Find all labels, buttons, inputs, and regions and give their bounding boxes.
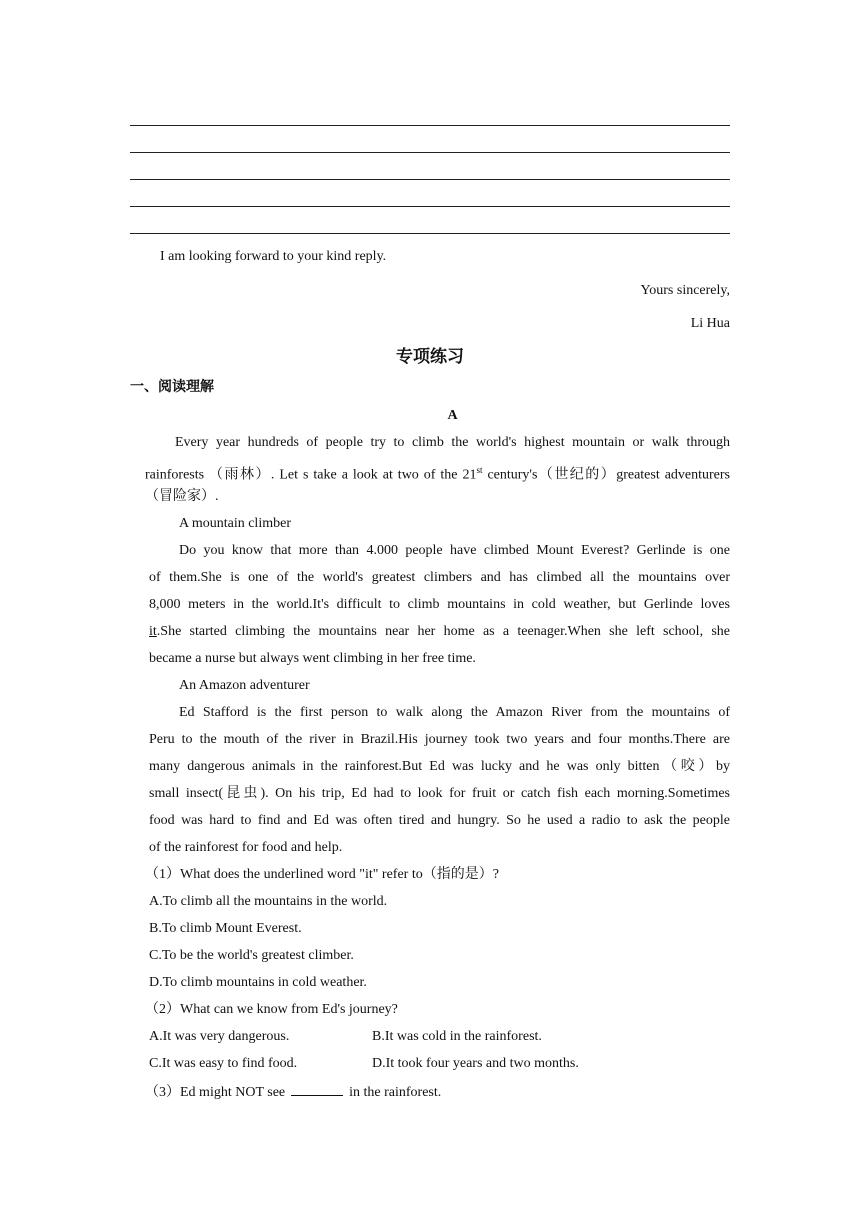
- paragraph-line: food was hard to find and Ed was often tired and hungry. So he used a radio to ask the people: [149, 813, 730, 828]
- question-2-option-a: A.It was very dangerous.: [149, 1029, 290, 1044]
- answer-blank[interactable]: [291, 1081, 343, 1096]
- question-1-option-a: A.To climb all the mountains in the world.: [149, 894, 388, 909]
- letter-closing-line: I am looking forward to your kind reply.: [160, 249, 387, 264]
- question-1-option-d: D.To climb mountains in cold weather.: [149, 975, 367, 990]
- section-title: 专项练习: [396, 347, 464, 366]
- question-1-option-b: B.To climb Mount Everest.: [149, 921, 302, 936]
- part-heading: 一、阅读理解: [130, 380, 214, 395]
- paragraph-line: Do you know that more than 4.000 people have climbed Mount Everest? Gerlinde is one: [179, 543, 730, 558]
- paragraph-line: Peru to the mouth of the river in Brazil.His journey took two years and four months.There are: [149, 732, 730, 747]
- intro-line: （冒险家）.: [145, 489, 219, 504]
- question-3-stem: （3）Ed might NOT see in the rainforest.: [145, 1081, 441, 1103]
- writing-line: [130, 152, 730, 153]
- writing-line: [130, 125, 730, 126]
- passage-letter: A: [447, 408, 458, 423]
- intro-line: rainforests （雨林）. Let s take a look at two of the 21st century's（世纪的）greatest adventurers: [145, 465, 730, 483]
- underlined-word: it: [149, 624, 157, 639]
- paragraph-line: became a nurse but always went climbing in her free time.: [149, 651, 476, 666]
- intro-line: Every year hundreds of people try to climb the world's highest mountain or walk through: [175, 435, 730, 450]
- question-2-stem: （2）What can we know from Ed's journey?: [145, 1002, 398, 1017]
- letter-signature: Li Hua: [690, 316, 730, 331]
- paragraph-line: of the rainforest for food and help.: [149, 840, 343, 855]
- paragraph-line: it.She started climbing the mountains near her home as a teenager.When she left school, she: [149, 624, 730, 639]
- writing-line: [130, 206, 730, 207]
- writing-line: [130, 179, 730, 180]
- subheading-mountain-climber: A mountain climber: [179, 516, 291, 531]
- question-2-option-c: C.It was easy to find food.: [149, 1056, 298, 1071]
- question-1-option-c: C.To be the world's greatest climber.: [149, 948, 354, 963]
- question-2-option-b: B.It was cold in the rainforest.: [372, 1029, 542, 1044]
- letter-signoff: Yours sincerely,: [640, 283, 730, 298]
- subheading-amazon-adventurer: An Amazon adventurer: [179, 678, 310, 693]
- paragraph-line: of them.She is one of the world's greatest climbers and has climbed all the mountains over: [149, 570, 730, 585]
- question-1-stem: （1）What does the underlined word "it" refer to（指的是）?: [145, 867, 499, 882]
- paragraph-line: small insect(昆虫). On his trip, Ed had to look for fruit or catch fish each morning.Sometimes: [149, 786, 730, 801]
- paragraph-line: many dangerous animals in the rainforest.But Ed was lucky and he was only bitten（咬）by: [149, 759, 730, 774]
- paragraph-line: Ed Stafford is the first person to walk along the Amazon River from the mountains of: [179, 705, 730, 720]
- writing-line: [130, 233, 730, 234]
- paragraph-line: 8,000 meters in the world.It's difficult to climb mountains in cold weather, but Gerlinde loves: [149, 597, 730, 612]
- question-2-option-d: D.It took four years and two months.: [372, 1056, 579, 1071]
